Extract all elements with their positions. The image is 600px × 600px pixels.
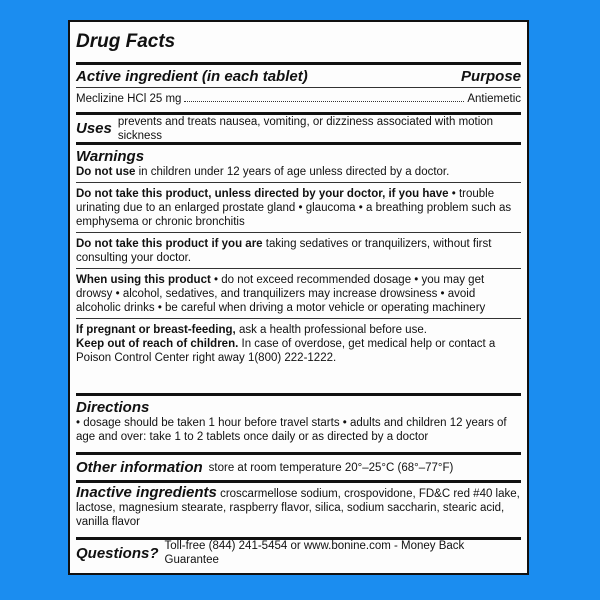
questions-heading: Questions? <box>76 544 159 562</box>
purpose-value: Antiemetic <box>467 93 521 105</box>
uses-heading: Uses <box>76 120 112 137</box>
when-using-warning: When using this product • do not exceed recommended dosage • you may get drowsy • alcohol, sedatives, and tranquilizers may increase drowsiness • avoid alcoholic drinks • be careful when driving a motor vehicle or operating machinery <box>76 269 521 319</box>
questions-text: Toll-free (844) 241-5454 or www.bonine.com - Money Back Guarantee <box>164 540 465 566</box>
other-information-text: store at room temperature 20°–25°C (68°–77°F) <box>208 461 454 474</box>
active-ingredient-section <box>76 65 521 115</box>
warnings-section <box>76 145 521 396</box>
drug-facts-label <box>68 20 529 575</box>
inactive-ingredients-text: croscarmellose sodium, crospovidone, FD&C red #40 lake, lactose, magnesium stearate, raspberry flavor, silica, sodium saccharin, stearic acid, vanilla flavor <box>76 488 520 528</box>
directions-section <box>76 396 521 455</box>
other-information-heading: Other information <box>76 459 203 476</box>
ask-doctor-warning: Do not take this product, unless directed by your doctor, if you have • trouble urinating due to an enlarged prostate gland • glaucoma • a breathing problem such as emphysema or chronic bronchitis <box>76 183 521 233</box>
do-not-use-warning: Do not use in children under 12 years of age unless directed by a doctor. <box>76 165 521 183</box>
inactive-ingredients-section <box>76 483 521 540</box>
leader-dots <box>184 101 464 102</box>
inactive-ingredients-heading: Inactive ingredients <box>76 484 217 501</box>
directions-text: • dosage should be taken 1 hour before travel starts • adults and children 12 years of age and over: take 1 to 2 tablets once daily or as directed by a doctor <box>76 417 507 443</box>
keep-out-of-reach: Keep out of reach of children. In case of overdose, get medical help or contact a Poison Control Center right away 1(800) 222-1222. <box>76 338 496 364</box>
warnings-heading: Warnings <box>76 148 145 165</box>
active-ingredient-heading: Active ingredient (in each tablet) <box>76 67 308 85</box>
directions-heading: Directions <box>76 399 150 416</box>
other-information-section <box>76 455 521 483</box>
title-section <box>76 22 521 65</box>
sedatives-warning: Do not take this product if you are taking sedatives or tranquilizers, without first consulting your doctor. <box>76 233 521 269</box>
uses-text: prevents and treats nausea, vomiting, or dizziness associated with motion sickness <box>117 115 494 142</box>
drug-facts-title: Drug Facts <box>76 31 176 52</box>
pregnant-warning: If pregnant or breast-feeding, ask a health professional before use. <box>76 324 427 336</box>
purpose-heading: Purpose <box>460 67 521 85</box>
active-ingredient-name: Meclizine HCl 25 mg <box>76 93 182 105</box>
questions-section <box>76 540 521 566</box>
uses-section <box>76 115 521 145</box>
